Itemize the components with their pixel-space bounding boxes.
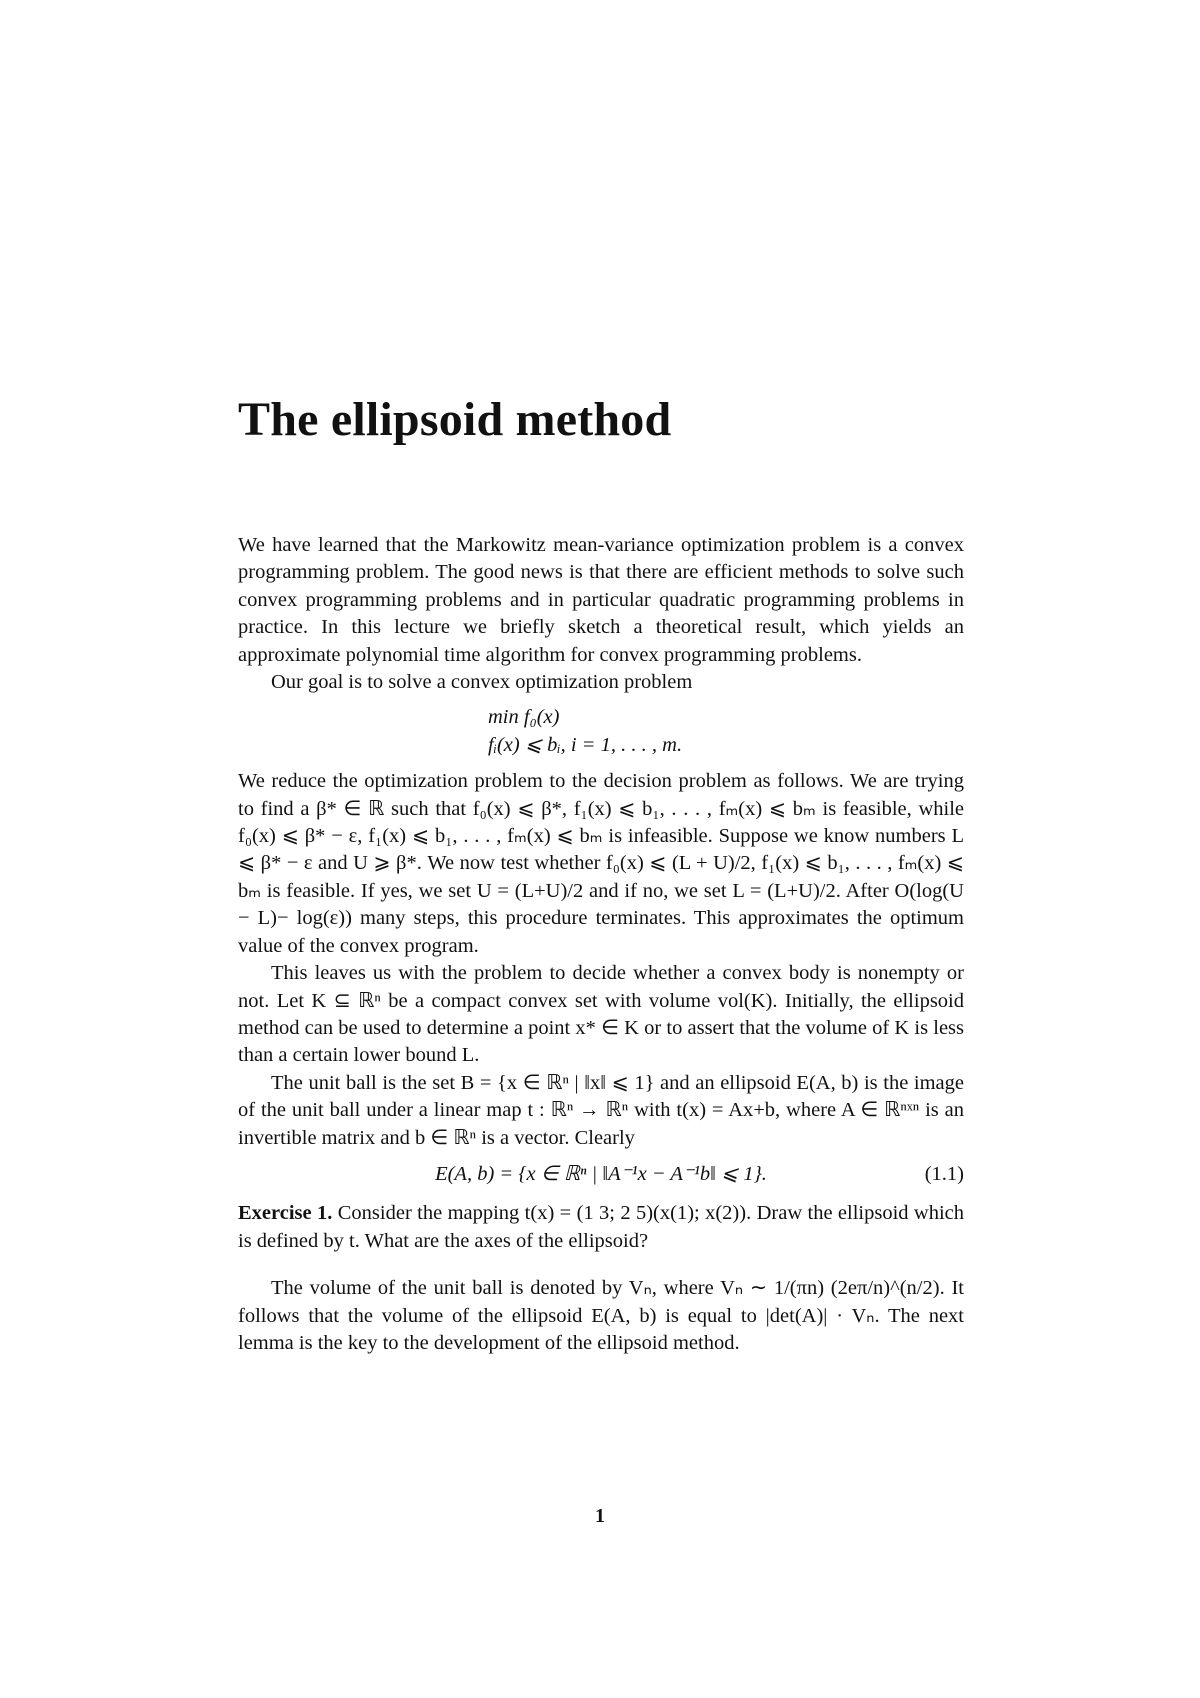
optimization-problem (238, 704, 964, 759)
equation-number: (1.1) (924, 1162, 964, 1185)
objective-line: min f₀(x) (488, 706, 560, 729)
paragraph-intro: We have learned that the Markowitz mean-variance optimization problem is a convex programming problem. The good news is that there are efficient methods to solve such convex programming problems and in particular quadratic programming problems in practice. In this lecture we briefly sketch a theoretical result, which yields an approximate polynomial time algorithm for convex programming problems. (238, 534, 964, 666)
equation-1-1 (238, 1161, 964, 1188)
equation-1-1-body: E(A, b) = {x ∈ ℝⁿ | ‖A⁻¹x − A⁻¹b‖ ⩽ 1}. (435, 1162, 767, 1185)
paragraph-goal: Our goal is to solve a convex optimization problem (271, 671, 693, 694)
exercise-1 (238, 1200, 964, 1255)
page-number: 1 (595, 1505, 605, 1527)
body-text (238, 532, 964, 1357)
constraint-line: fᵢ(x) ⩽ bᵢ, i = 1, . . . , m. (488, 733, 683, 756)
exercise-label: Exercise 1. (238, 1202, 333, 1225)
paragraph-convex-body: This leaves us with the problem to decide whether a convex body is nonempty or not. Let K ⊆ ℝⁿ be a compact convex set with volume vol(K). Initially, the ellipsoid method can be used to determine a point x* ∈ K or to assert that the volume of K is less than a certain lower bound L. (238, 962, 964, 1067)
chapter-title: The ellipsoid method (238, 393, 672, 446)
paragraph-decision-problem: We reduce the optimization problem to the decision problem as follows. We are trying to find a β* ∈ ℝ such that f₀(x) ⩽ β*, f₁(x) ⩽ b₁, . . . , fₘ(x) ⩽ bₘ is feasible, while f₀(x) ⩽ β* − ε, f₁(x) ⩽ b₁, . . . , fₘ(x) ⩽ bₘ is infeasible. Suppose we know numbers L ⩽ β* − ε and U ⩾ β*. We now test whether f₀(x) ⩽ (L + U)/2, f₁(x) ⩽ b₁, . . . , fₘ(x) ⩽ bₘ is feasible. If yes, we set U = (L+U)/2 and if no, we set L = (L+U)/2. After O(log(U − L)− log(ε)) many steps, this procedure terminates. This approximates the optimum value of the convex program. (238, 770, 964, 957)
exercise-text: Consider the mapping t(x) = (1 3; 2 5)(x(1); x(2)). Draw the ellipsoid which is defined by t. What are the axes of the ellipsoid? (238, 1202, 964, 1252)
paragraph-unit-ball: The unit ball is the set B = {x ∈ ℝⁿ | ‖x‖ ⩽ 1} and an ellipsoid E(A, b) is the image of the unit ball under a linear map t : ℝⁿ → ℝⁿ with t(x) = Ax+b, where A ∈ ℝⁿˣⁿ is an invertible matrix and b ∈ ℝⁿ is a vector. Clearly (238, 1071, 964, 1149)
paragraph-volume: The volume of the unit ball is denoted by Vₙ, where Vₙ ∼ 1/(πn) (2eπ/n)^(n/2). It follows that the volume of the ellipsoid E(A, b) is equal to |det(A)| · Vₙ. The next lemma is the key to the development of the ellipsoid method. (238, 1277, 964, 1354)
